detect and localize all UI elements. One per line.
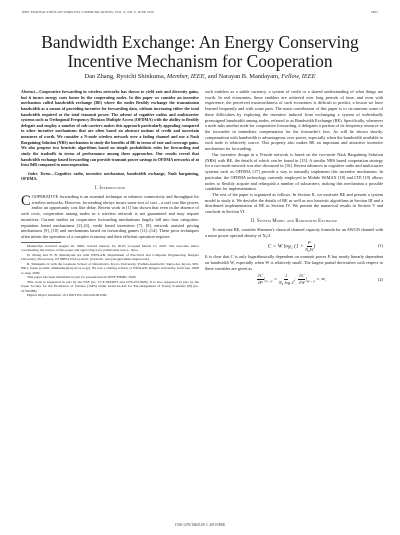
eq2-rhs-numerator: 1 (285, 273, 288, 279)
page-number: 2855 (371, 10, 378, 14)
footnote-affiliation-2: R. Shinkuma is with the Graduate School of Informatics, Kyoto University, Yoshida-honmachi, Sakyo-ku, Kyoto, 606-8501, Japan (e-mail: shinkuma@i.kyoto-u.ac.jp). He was a visiting scholar at WINLAB, Rutgers University from Sep. 2008 to Aug. 2009. (21, 261, 199, 275)
eq2-lhs-fraction (257, 273, 264, 285)
eq1-lhs: C = W log₂ (267, 243, 293, 250)
introduction-paragraph (21, 194, 199, 240)
eq2-lhs-subscript: P→0 (265, 279, 273, 284)
abstract (21, 89, 199, 168)
author-membership-2: Fellow, IEEE (281, 73, 316, 80)
author-list (20, 73, 380, 80)
body-paragraph-3: The rest of the paper is organized as follows. In Section II, we motivate BE and present a system model to study it. We describe the details of BE as well as two heuristic algorithms in Section III and a distributed implementation of BE in Section IV. We present the numerical results in Section V and conclude in Section VI. (205, 191, 383, 215)
intro-text: forwarding is an essential technique to enhance connectivity and throughput for wireless networks. However, forwarding always incurs some sort of cost – a real cost like power, and/or an opportunity cost like delay. Recent work in [1] has shown that even in the absence of such costs, cooperation among nodes in a wireless network is not guaranteed and may require incentives. Current studies on cooperative forwarding mechanisms largely fall into four categories: reputation based mechanisms [2]–[6], credit based incentives [7], [8], network assisted pricing mechanisms [9], [10] and mechanisms based on forwarding games [11]–[14]. These prior techniques often mimic the operation of a complex economy and their efficient operation requires (21, 194, 199, 240)
eq2-equals: = (273, 276, 278, 283)
equation-1-body: C = W log₂ (1 + $\frac{P}{\text{N₀W}}$ ) (267, 240, 316, 252)
eq2-right-subscript: W→0 (306, 279, 315, 284)
equation-2-body: $\frac{\partial C}{\partial P}$ $|_{P\to 0}$ = $\frac{1}{\text{N₀ log 2}}$ ; $\frac{\partial C}{\partial W}$ $|_{W\to 0}$ = ∞. (257, 273, 327, 285)
author-membership-1: Member, IEEE, (166, 73, 207, 80)
eq2-semicolon: ; (293, 276, 296, 283)
paper-title-line-2: Incentive Mechanism for Cooperation (67, 51, 333, 71)
running-head-journal: IEEE TRANSACTIONS ON WIRELESS COMMUNICATIONS, VOL. 9, NO. 6, JUNE 2010 (22, 10, 155, 14)
left-column (21, 89, 199, 298)
eq2-infinity: = ∞. (316, 276, 327, 283)
index-terms (21, 171, 199, 182)
footnote-affiliation-1: D. Zhang and N. B. Mandayam are with WINLAB, Department of Electrical and Computer Engineering, Rutgers University, Piscataway, NJ 08854 USA (e-mail: {bacholic, narayan}@winlab.rutgers.edu). (21, 252, 199, 262)
eq1-numerator: P (307, 240, 311, 246)
body-paragraph-5: It is clear that C is only logarithmically dependent on transmit power P, but nearly linearly dependent on bandwidth W, especially when W is relatively small. The largest partial derivatives with respect to these variables are given as (205, 254, 383, 271)
footnote-funding: This work is supported in part by the NSF (no. CCF-0634973 and CNS-0721826). It is also supported in part by the Japan Society for the Promotion of Science (JSPS) under Grant-in-Aid for Encouragement of Young Scientists (B) (no. 21760288). (21, 279, 199, 293)
equation-2-number: (2) (377, 276, 383, 282)
eq2-right-denominator: ∂W (298, 279, 305, 285)
footnotes (21, 244, 199, 298)
footnote-presentation: This paper has been submitted in part for presentation in IEEE PIMRC 2009. (27, 275, 137, 280)
footnote-divider (21, 242, 61, 243)
footnote-doi: Digital Object Identifier 10.1109/TWC.2010.06.091269 (27, 293, 107, 298)
abstract-label: Abstract (21, 89, 36, 94)
paper-title-line-1: Bandwidth Exchange: An Energy Conserving (41, 32, 359, 52)
equation-2 (205, 273, 383, 285)
eq2-lhs-denominator: ∂P (257, 279, 263, 285)
index-terms-label: Index Terms (28, 170, 51, 176)
eq2-rhs-denominator: N₀ log 2 (278, 279, 294, 285)
section-heading-system-model: II. System Model and Bandwidth Exchange (250, 218, 338, 224)
index-terms-text: —Cognitive radio, incentive mechanism, bandwidth exchange, Nash bargaining, OFDMA. (21, 170, 199, 182)
equation-1 (205, 240, 383, 252)
running-head (22, 10, 378, 14)
paper-title (20, 33, 380, 71)
page-footer: 1536-1276/10$25.00 © 2010 IEEE (174, 523, 226, 527)
author-names-1: Dan Zhang, Ryoichi Shinkuma, (84, 73, 167, 80)
abstract-text: —Cooperative forwarding in wireless networks has shown to yield rate and diversity gains, but it incurs energy costs borne by the cooperating nodes. In this paper we consider an incentive mechanism called bandwidth exchange (BE) where the nodes flexibly exchange the transmission bandwidth as a means of providing incentive for forwarding data, without increasing either the total bandwidth required or the total transmit power. The advent of cognitive radios and multicarrier systems such as Orthogonal Frequency Division Multiple Access (OFDMA) with the ability to flexibly delegate and employ a number of sub-carriers makes this approach particularly appealing compared to other incentive mechanisms that are often based on abstract notions of credit and uncertain measures of worth. We consider a N-node wireless network over a fading channel and use a Nash Bargaining Solution (NBS) mechanism to study the benefits of BE in terms of rate and coverage gains. We also propose two heuristic algorithms based on simple probabilistic rules for forwarding and study the tradeoffs in terms of performance among these approaches. Our results reveal that bandwidth exchange based forwarding can provide transmit power savings in OFDMA networks of at least 8dB compared to noncooperation. (21, 89, 199, 168)
body-paragraph-1: such enablers as a stable currency, a system of credit or a shared understanding of what things are worth. In real economies, these enablers are achieved over long periods of time, and even with experience, the perceived trustworthiness of such economies is difficult to predict, a lesson we have learned frequently and with some pain. The main contribution of this paper is to circumvent some of these difficulties by exploring the incentive induced from exchanging a system of individually preassigned bandwidth among nodes, referred to as Bandwidth Exchange (BE). Specifically, whenever a node asks another node for cooperative forwarding, it delegates a portion of its frequency resource to the forwarder in immediate compensation for the forwarder's loss. As will be shown shortly, compensation with bandwidth is advantageous over power, especially when the bandwidth available to each node is relatively scarce. This property also makes BE an important and attractive incentive mechanism for forwarding. (205, 89, 383, 152)
section-heading-introduction: I. Introduction (94, 186, 126, 191)
eq2-lhs-numerator: ∂C (257, 273, 263, 279)
eq1-denominator: N₀W (305, 246, 314, 252)
body-paragraph-2: Our incentive design in a N-node network is based on the two-node Nash Bargaining Solution (NBS) with BE, the details of which can be found in [15]. A similar NBS based cooperation strategy for a two-node network was also discussed in [16]. Recent advances in cognitive radio and multicarrier systems such as OFDMA [17] provide a way to naturally implement this incentive mechanism. In particular, the OFDMA technology currently employed in Mobile WiMAX [18] and LTE [19] allows nodes to flexibly acquire and relinquish a number of subcarriers, making this mechanism a possible candidate for implementation. (205, 151, 383, 192)
eq2-right-fraction (298, 273, 305, 285)
body-paragraph-4: To motivate BE, consider Shannon's classical channel capacity formula for an AWGN channel with a noise power spectral density of N₀/2 (205, 226, 383, 238)
eq2-right-numerator: ∂C (299, 273, 305, 279)
eq2-rhs-fraction (279, 273, 294, 285)
drop-cap: C (21, 193, 31, 209)
equation-1-number: (1) (377, 243, 383, 249)
author-names-2: and Narayan B. Mandayam, (206, 73, 282, 80)
eq1-one: 1 + (295, 243, 304, 250)
right-column (205, 89, 383, 287)
intro-smallcaps: OOPERATIVE (31, 194, 59, 199)
footnote-manuscript: Manuscript received August 20, 2009; revised January 19, 2010; accepted March 17, 2010. The associate editor coordinating the review of this paper and approving it for publication was C. Xiao. (21, 243, 199, 253)
eq1-fraction (305, 240, 313, 252)
